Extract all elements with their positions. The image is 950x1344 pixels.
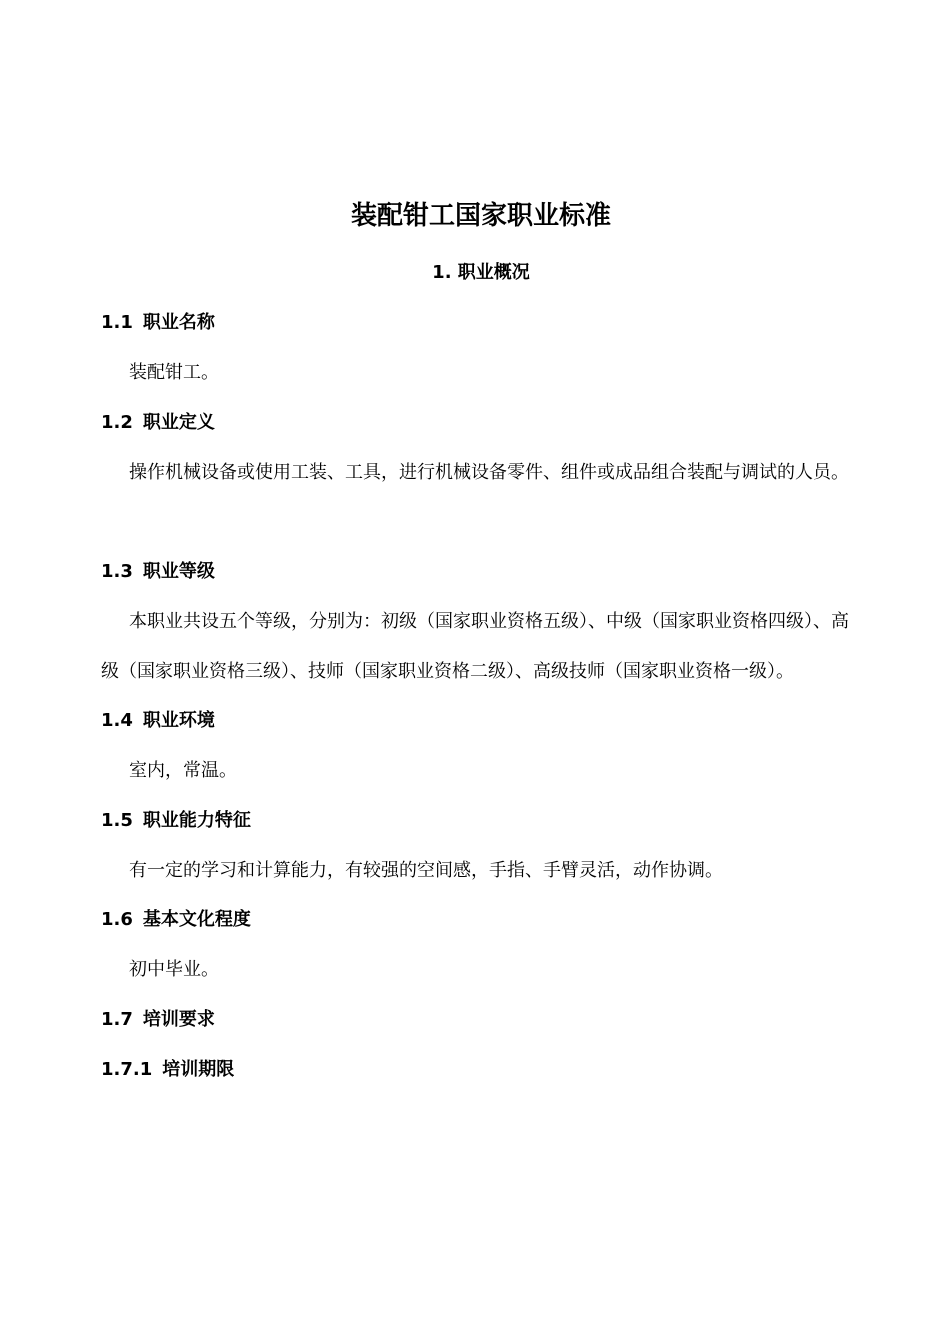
section-number: 1.5: [101, 810, 133, 831]
section-title: 基本文化程度: [142, 909, 251, 930]
section-paragraph: 操作机械设备或使用工装、工具，进行机械设备零件、组件或成品组合装配与调试的人员。: [129, 462, 849, 483]
section-number: 1.2: [101, 412, 133, 433]
section-heading: [101, 808, 251, 834]
section-heading: [101, 559, 215, 585]
section-title: 职业环境: [142, 710, 215, 731]
section-title: 职业等级: [142, 561, 215, 582]
section-title: 培训要求: [142, 1009, 215, 1030]
section-number: 1.6: [101, 909, 133, 930]
section-paragraph: 本职业共设五个等级，分别为：初级（国家职业资格五级）、中级（国家职业资格四级）、高级（国家职业资格三级）、技师（国家职业资格二级）、高级技师（国家职业资格一级）。: [101, 611, 849, 682]
section-heading: [101, 310, 215, 336]
section-heading: [101, 708, 215, 734]
section-heading: [101, 907, 251, 933]
section-number: 1.7: [101, 1009, 133, 1030]
section-heading: [101, 1007, 215, 1033]
section-heading: [101, 410, 215, 436]
section-number: 1.1: [101, 312, 133, 333]
section-title: 培训期限: [162, 1059, 235, 1080]
subsection-heading: [101, 1057, 234, 1083]
section-paragraph: 室内，常温。: [129, 760, 237, 781]
section-title: 职业能力特征: [142, 810, 251, 831]
document-title: 装配钳工国家职业标准: [350, 201, 611, 231]
section-paragraph: 有一定的学习和计算能力，有较强的空间感，手指、手臂灵活，动作协调。: [129, 860, 723, 881]
section-paragraph: 初中毕业。: [129, 959, 219, 980]
section-paragraph: 装配钳工。: [129, 362, 219, 383]
chapter-heading: 1. 职业概况: [432, 262, 530, 283]
section-title: 职业定义: [142, 412, 215, 433]
section-number: 1.4: [101, 710, 133, 731]
section-number: 1.3: [101, 561, 133, 582]
section-number: 1.7.1: [101, 1059, 153, 1080]
section-title: 职业名称: [142, 312, 215, 333]
